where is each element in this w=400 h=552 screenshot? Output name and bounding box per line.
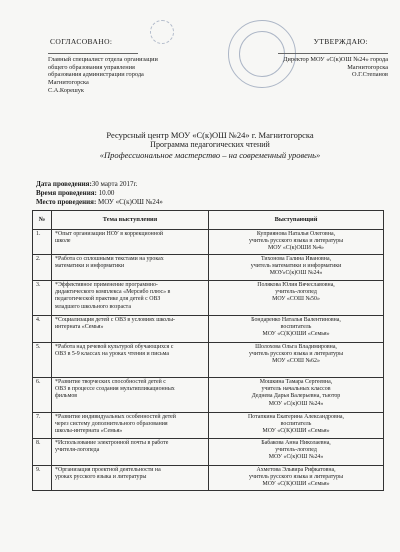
header-topic: Тема выступления: [52, 211, 209, 230]
approval-left-line: общего образования управления: [48, 63, 135, 71]
event-date: [36, 180, 163, 189]
signature-line-right: [278, 47, 388, 54]
row-number: 9.: [33, 466, 52, 491]
table-row: [33, 281, 384, 316]
row-speaker: Мошкина Тамара Сергеевна, учитель начальных классов Деднева Дарья Валерьевна, тьютор МОУ «С(к)ОШ №24»: [209, 378, 384, 413]
time-value: 10.00: [96, 189, 115, 197]
row-topic: *Развитие творческих способностей детей с ОВЗ в процессе создания мультипликационных фильмов: [52, 378, 209, 413]
table-row: [33, 413, 384, 439]
table-row: [33, 316, 384, 343]
row-number: 3.: [33, 281, 52, 316]
program-table: [32, 210, 384, 491]
row-speaker: Бондаренко Наталья Валентиновна, воспитатель МОУ «С(К)ОШИ «Семья»: [209, 316, 384, 343]
header-speaker: Выступающий: [209, 211, 384, 230]
row-number: 1.: [33, 230, 52, 255]
title-line-program: Программа педагогических чтений: [150, 140, 270, 149]
event-info: [36, 180, 163, 207]
row-number: 2.: [33, 255, 52, 281]
row-speaker: Тихонова Галина Ивановна, учитель математики и информатики МОУ«С(к)ОШ №24»: [209, 255, 384, 281]
title-line-theme: «Профессиональное мастерство – на современный уровень»: [99, 150, 321, 160]
row-number: 7.: [33, 413, 52, 439]
date-value: 30 марта 2017г.: [91, 180, 138, 188]
row-speaker: Ахметова Эльвира Рифкатовна, учитель русского языка и литературы МОУ «С(К)ОШИ «Семья»: [209, 466, 384, 491]
approval-right-line: Директор МОУ «С(к)ОШ №24» города: [283, 55, 388, 63]
table-row: [33, 439, 384, 466]
row-topic: *Использование электронной почты в работе учителя-логопеда: [52, 439, 209, 466]
row-speaker: Полякова Юлия Вячеславовна, учитель-логопед МОУ «СОШ №50»: [209, 281, 384, 316]
date-label: Дата проведения:: [36, 180, 92, 188]
title-line-center: Ресурсный центр МОУ «С(к)ОШ №24» г. Магнитогорска: [106, 130, 314, 140]
row-topic: *Организация проектной деятельности на уроках русского языка и литературы: [52, 466, 209, 491]
signature-line-left: [48, 47, 138, 54]
place-label: Место проведения:: [36, 198, 97, 206]
row-topic: *Развитие индивидуальных особенностей детей через систему дополнительного образования школы-интерната «Семья»: [52, 413, 209, 439]
table-row: [33, 466, 384, 491]
event-place: [36, 198, 163, 207]
table-row: [33, 230, 384, 255]
row-speaker: Куприянова Наталья Олеговна, учитель русского языка и литературы МОУ «С(к)ОШИ №4»: [209, 230, 384, 255]
table-row: [33, 343, 384, 378]
row-topic: *Эффективное применение программно- дидактического комплекса «Мерсибо плюс» в педагогической практике для детей с ОВЗ младшего школьного возраста: [52, 281, 209, 316]
approval-right-signer: О.Г.Степанов: [352, 71, 388, 79]
row-topic: *Опыт организации НОУ в коррекционной школе: [52, 230, 209, 255]
row-speaker: Шолохова Ольга Владимировна, учитель русского языка и литературы МОУ «СОШ №62»: [209, 343, 384, 378]
approval-left-heading: СОГЛАСОВАНО:: [50, 37, 113, 46]
row-number: 8.: [33, 439, 52, 466]
row-number: 5.: [33, 343, 52, 378]
row-topic: *Работа со сплошными текстами на уроках математики и информатики: [52, 255, 209, 281]
header-num: №: [33, 211, 52, 230]
row-speaker: Бабакова Анна Николаевна, учитель-логопед МОУ «С(к)ОШ №24»: [209, 439, 384, 466]
approval-left-line: образования администрации города: [48, 71, 144, 79]
approval-left-line: Главный специалист отдела организации: [48, 55, 158, 63]
row-topic: *Работа над речевой культурой обучающихся с ОВЗ в 5-9 классах на уроках чтения и письма: [52, 343, 209, 378]
approval-left-signer: С.А.Корешук: [48, 86, 84, 94]
approval-left-line: Магнитогорска: [48, 79, 89, 87]
document-title: [40, 130, 380, 160]
event-time: [36, 189, 163, 198]
table-row: [33, 378, 384, 413]
place-value: МОУ «С(к)ОШ №24»: [96, 198, 163, 206]
approval-right-heading: УТВЕРЖДАЮ:: [313, 37, 368, 46]
approval-block-right: [248, 38, 388, 79]
time-label: Время проведения:: [36, 189, 97, 197]
row-speaker: Потапкина Екатерина Александровна, воспитатель МОУ «С(К)ОШИ «Семья»: [209, 413, 384, 439]
approval-block-left: [40, 38, 190, 95]
table-row: [33, 255, 384, 281]
row-topic: *Социализация детей с ОВЗ в условиях школы- интерната «Семья»: [52, 316, 209, 343]
table-header-row: [33, 211, 384, 230]
row-number: 4.: [33, 316, 52, 343]
row-number: 6.: [33, 378, 52, 413]
approval-right-line: Магнитогорска: [347, 63, 388, 71]
